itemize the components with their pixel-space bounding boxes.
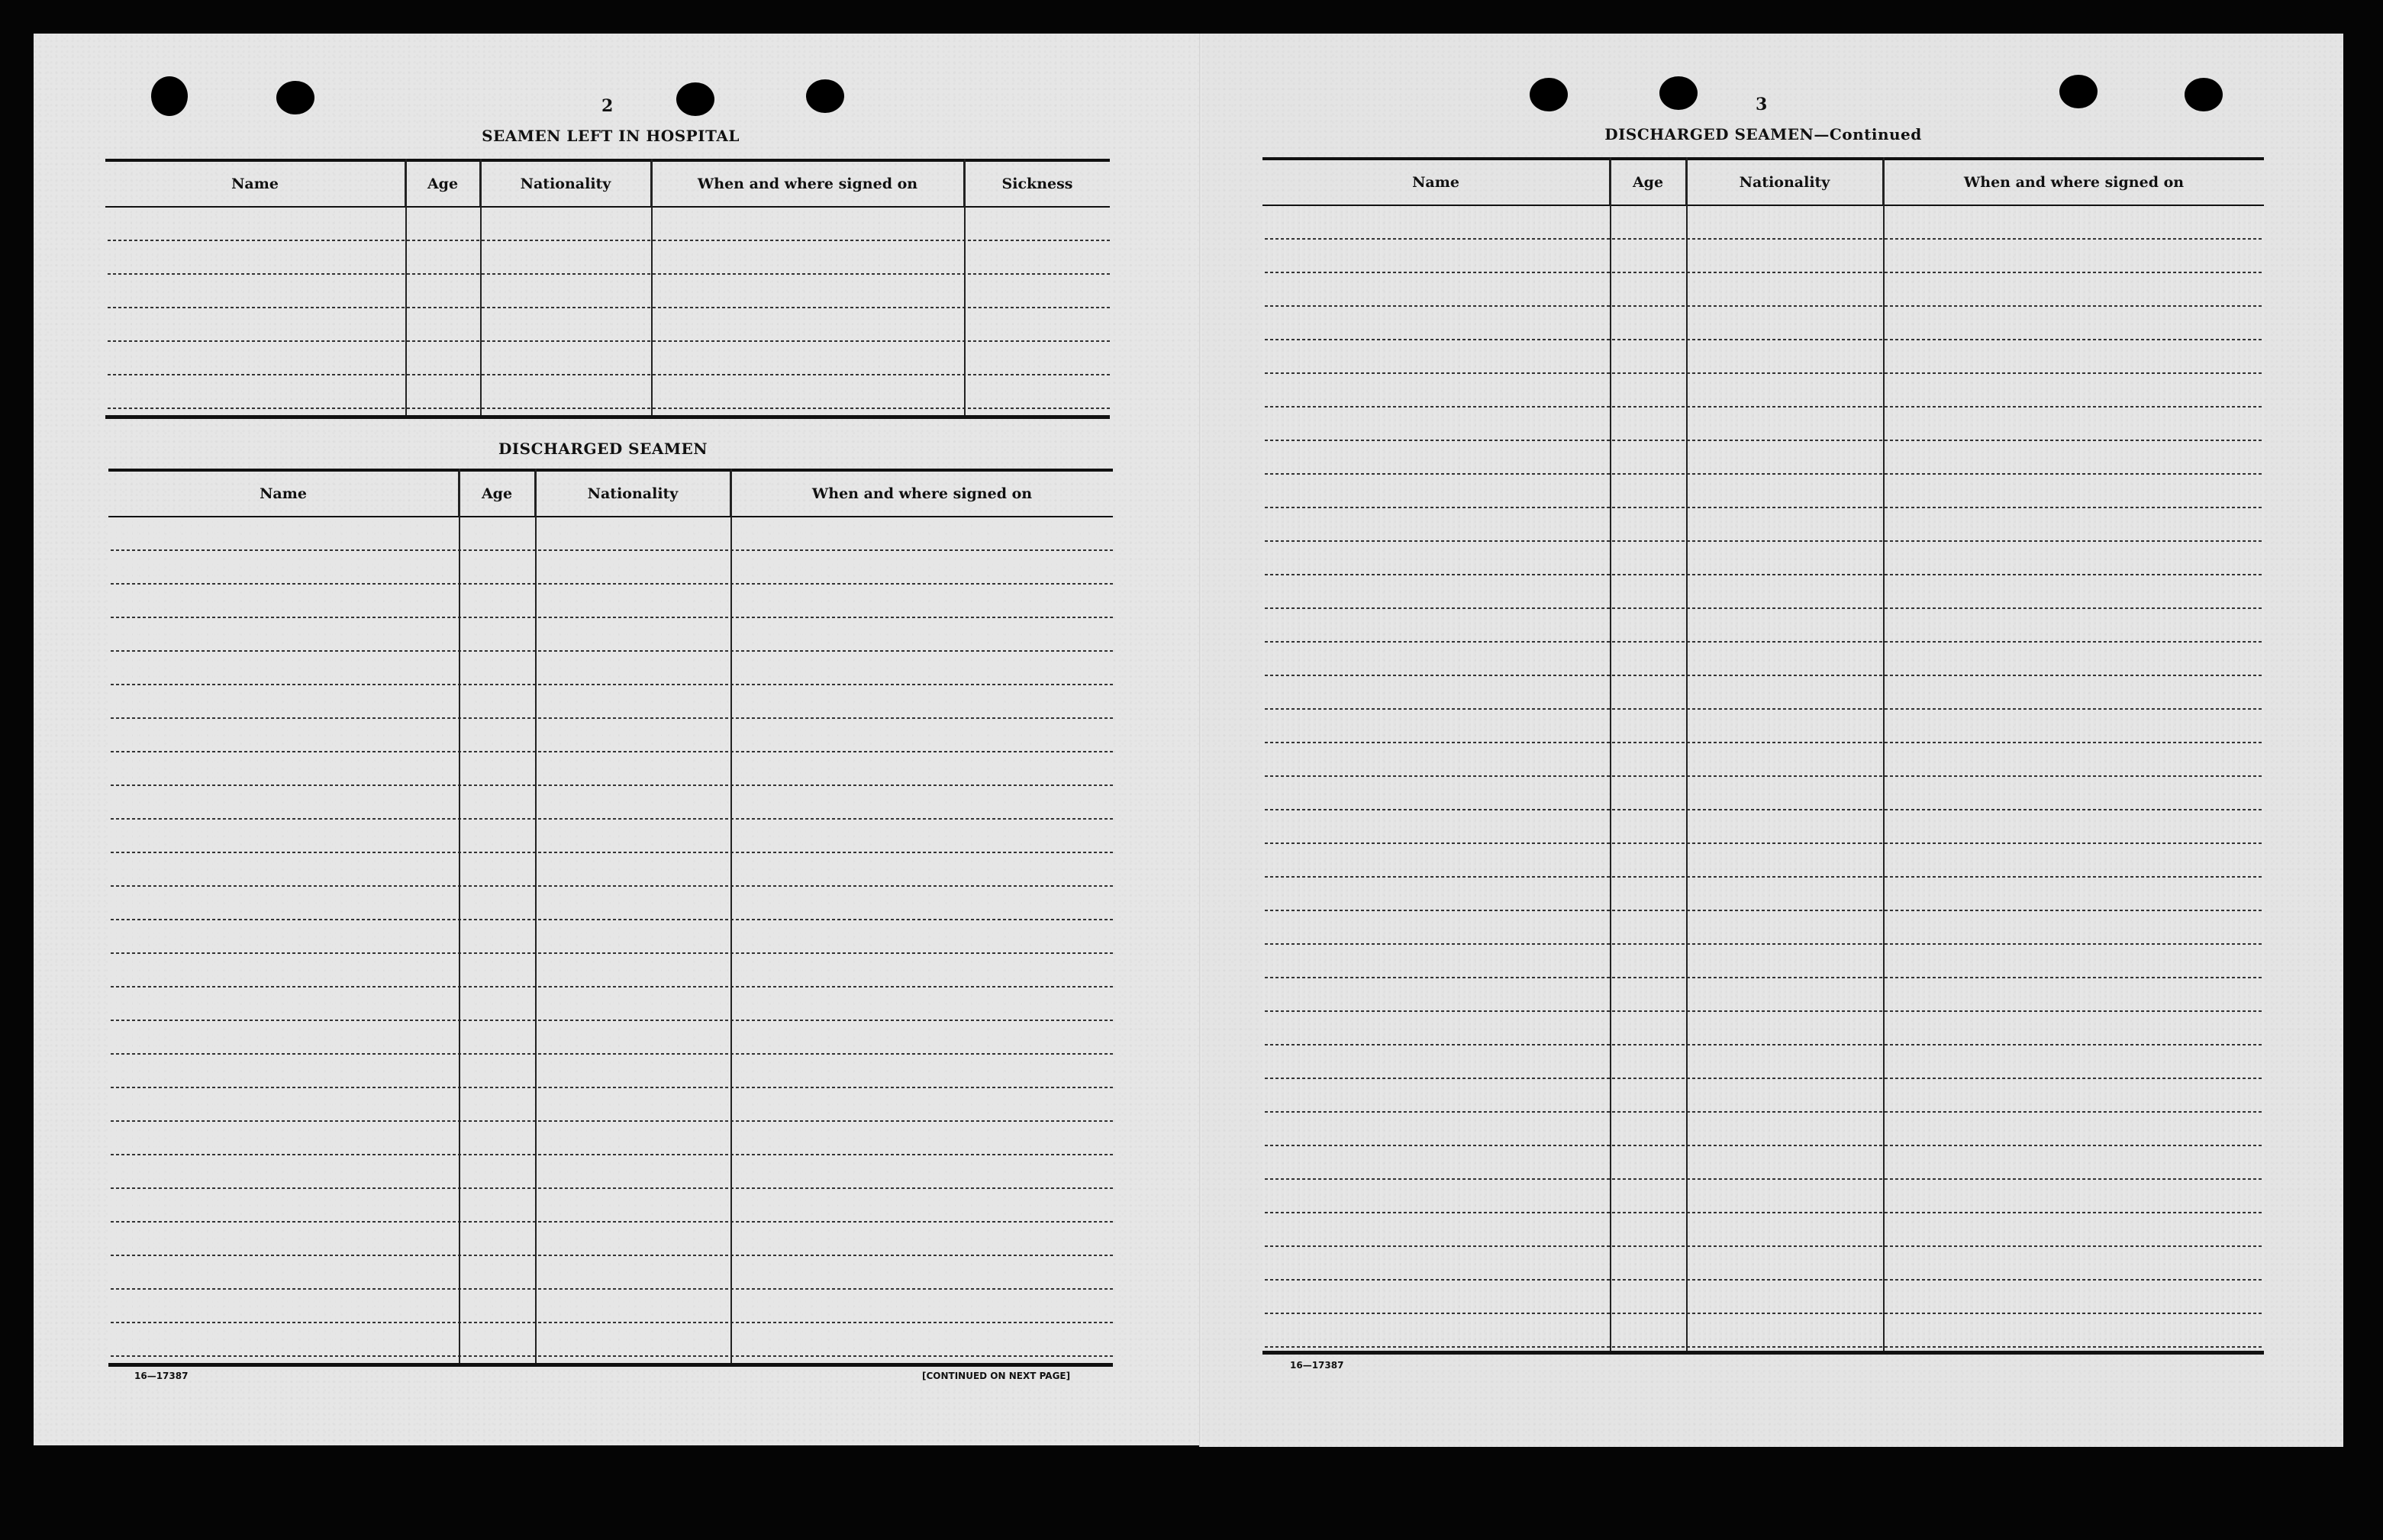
column-divider bbox=[730, 469, 732, 1364]
hospital-table-header bbox=[105, 159, 1110, 208]
column-divider bbox=[1610, 157, 1611, 1352]
table-bottom-rule bbox=[108, 1363, 1113, 1367]
column-header-age: Age bbox=[460, 472, 536, 516]
column-divider bbox=[459, 469, 460, 1364]
column-divider bbox=[480, 159, 482, 417]
column-header-nationality: Nationality bbox=[481, 162, 652, 206]
column-divider bbox=[535, 469, 537, 1364]
column-divider bbox=[405, 159, 407, 417]
column-header-name: Name bbox=[1262, 160, 1611, 205]
discharged-table-rows bbox=[108, 517, 1113, 1364]
column-header-signed-on: When and where signed on bbox=[811, 485, 1033, 502]
column-header-name: Name bbox=[108, 472, 460, 516]
table-bottom-rule bbox=[105, 415, 1110, 419]
hospital-table-rows bbox=[105, 208, 1110, 417]
column-header-age: Age bbox=[406, 162, 481, 206]
column-header-signed-on: When and where signed on bbox=[652, 162, 965, 206]
column-header-age: Age bbox=[1611, 160, 1687, 205]
punch-hole bbox=[276, 81, 314, 114]
punch-hole bbox=[1659, 76, 1698, 110]
section-title-text: DISCHARGED SEAMEN bbox=[1604, 125, 1814, 143]
table-bottom-rule bbox=[1262, 1351, 2264, 1355]
column-header-nationality: Nationality bbox=[1687, 160, 1884, 205]
form-number-right: 16—17387 bbox=[1290, 1360, 1344, 1371]
column-divider bbox=[651, 159, 653, 417]
column-divider bbox=[1883, 157, 1885, 1352]
discharged-section-title: DISCHARGED SEAMEN bbox=[498, 440, 708, 458]
column-divider bbox=[964, 159, 966, 417]
section-title-suffix: —Continued bbox=[1814, 125, 1922, 143]
discharged-continued-table-header bbox=[1262, 157, 2264, 206]
punch-hole bbox=[1530, 78, 1568, 111]
hospital-section-title: SEAMEN LEFT IN HOSPITAL bbox=[482, 127, 740, 145]
form-number-left: 16—17387 bbox=[134, 1371, 189, 1381]
discharged-table-header bbox=[108, 469, 1113, 517]
column-divider bbox=[1686, 157, 1688, 1352]
discharged-continued-title bbox=[1557, 125, 1969, 143]
punch-hole bbox=[806, 79, 844, 113]
continued-note: [CONTINUED ON NEXT PAGE] bbox=[922, 1371, 1071, 1381]
punch-hole bbox=[676, 82, 714, 116]
punch-hole bbox=[2059, 75, 2098, 108]
page-number-right: 3 bbox=[1756, 95, 1768, 114]
column-header-nationality: Nationality bbox=[536, 472, 731, 516]
column-header-name: Name bbox=[105, 162, 406, 206]
page-number-left: 2 bbox=[601, 96, 614, 116]
column-header-sickness: Sickness bbox=[1001, 176, 1073, 192]
punch-hole bbox=[151, 76, 188, 116]
discharged-continued-table-rows bbox=[1262, 206, 2264, 1351]
punch-hole bbox=[2185, 78, 2223, 111]
column-header-signed-on: When and where signed on bbox=[1963, 174, 2185, 191]
